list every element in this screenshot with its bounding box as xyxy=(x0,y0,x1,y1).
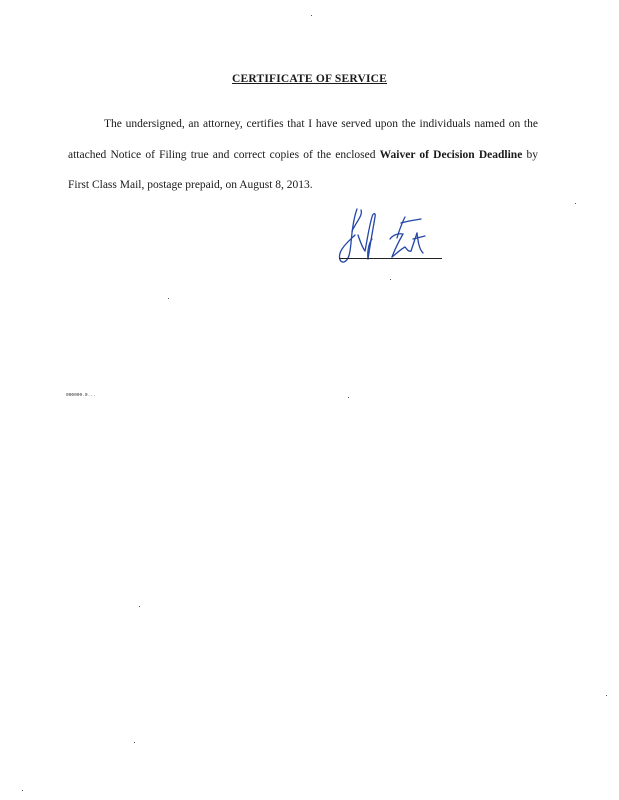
document-name-bold: Waiver of Decision Deadline xyxy=(379,148,523,161)
scan-speck xyxy=(168,298,169,299)
scan-speck xyxy=(575,203,576,204)
signature xyxy=(335,205,445,265)
certificate-title: CERTIFICATE OF SERVICE xyxy=(231,73,388,85)
scan-speck xyxy=(22,790,23,791)
scan-speck xyxy=(606,695,607,696)
certificate-body xyxy=(68,109,538,201)
scan-speck xyxy=(390,279,391,280)
body-text-part-2: by First Class Mail, postage prepaid, on August 8, 2013. xyxy=(68,148,538,191)
signature-line xyxy=(339,258,442,259)
body-text-part-1: The undersigned, an attorney, certifies that I have served upon the individuals named on the attached Notice of Filing true and correct copies of the enclosed xyxy=(68,118,538,161)
scan-speck xyxy=(134,742,135,743)
scan-speck xyxy=(139,606,140,607)
signature-ink xyxy=(335,205,445,265)
document-id-stamp: 000000.0... xyxy=(66,393,96,398)
scan-speck xyxy=(348,397,349,398)
scan-speck xyxy=(311,15,312,16)
